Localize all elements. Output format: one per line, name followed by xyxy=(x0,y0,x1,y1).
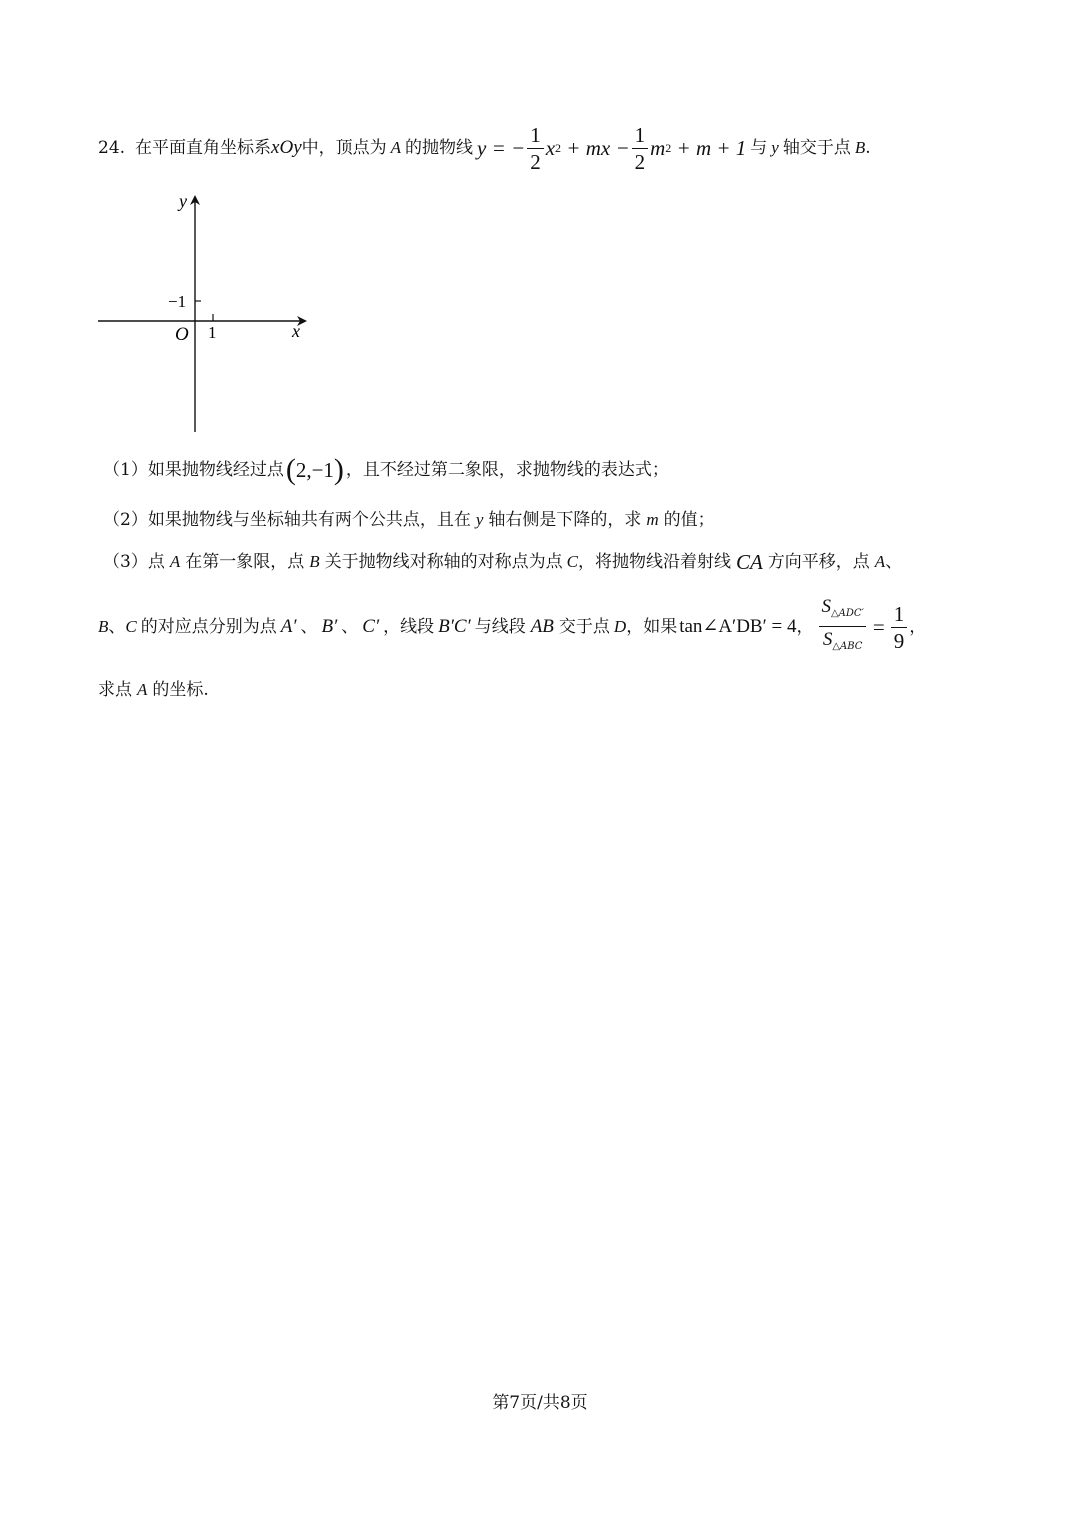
part-2-text: 的值； xyxy=(663,510,715,530)
segment-label: AB xyxy=(530,616,554,637)
part-2-label: （2） xyxy=(103,510,148,530)
equation-term: + mx − xyxy=(561,136,630,160)
equation-term: + m + 1 xyxy=(671,136,747,160)
axis-label: y xyxy=(771,138,779,157)
part-1 xyxy=(103,454,669,486)
area-ratio-denominator xyxy=(819,627,865,660)
point-label: C xyxy=(566,552,578,571)
part-3-label: （3） xyxy=(103,552,148,572)
coordinate-graph xyxy=(90,185,320,440)
part-3-text: 的坐标. xyxy=(152,680,209,700)
part-3-text: 、 xyxy=(885,552,903,572)
part-1-label: （1） xyxy=(103,460,148,480)
part-3-text: ， xyxy=(909,617,927,637)
point-label: B xyxy=(309,552,320,571)
part-3-text: ，将抛物线沿着射线 xyxy=(577,552,731,572)
equation-term: m xyxy=(650,136,666,160)
ratio-numerator: 1 xyxy=(891,601,908,628)
problem-text: 在平面直角坐标系 xyxy=(135,138,272,158)
origin-label: O xyxy=(175,324,189,345)
ratio-value xyxy=(891,601,908,654)
area-subscript: △ABC xyxy=(832,640,863,652)
part-3-text: 方向平移，点 xyxy=(767,552,870,572)
part-3-text: ，如果 xyxy=(626,617,678,637)
exponent: 2 xyxy=(555,141,562,155)
y-axis-label: y xyxy=(179,191,187,211)
part-3-text: 点 xyxy=(147,552,165,572)
fraction-numerator: 1 xyxy=(632,122,649,149)
part-3-line-3 xyxy=(98,677,209,703)
problem-text: 与 xyxy=(750,138,768,158)
ratio-denominator: 9 xyxy=(893,628,905,653)
area-symbol: S xyxy=(821,595,831,617)
x-axis-label: x xyxy=(292,321,300,341)
point-label: A′ xyxy=(280,616,297,637)
part-2-text: 轴右侧是下降的，求 xyxy=(488,510,642,530)
tan-expression: tan∠A′DB′ = 4 xyxy=(679,616,797,637)
point-label: C xyxy=(125,617,137,636)
problem-text: 的抛物线 xyxy=(405,138,474,158)
area-ratio-numerator xyxy=(819,595,865,627)
problem-text: 中，顶点为 xyxy=(301,138,387,158)
segment-label: B′C′ xyxy=(438,616,471,637)
point-coordinates: 2,−1 xyxy=(295,458,334,482)
fraction-numerator: 1 xyxy=(527,122,544,149)
point-label: B xyxy=(98,617,109,636)
part-3-text: 、 xyxy=(300,617,318,637)
variable-m: m xyxy=(646,510,659,529)
part-3-text: 在第一象限，点 xyxy=(185,552,305,572)
paren-close: ) xyxy=(333,453,344,486)
part-3-line-1 xyxy=(103,548,902,576)
problem-number: 24. xyxy=(98,138,126,158)
ray-label: CA xyxy=(735,550,763,574)
point-label: A xyxy=(874,552,886,571)
part-3-text: ， xyxy=(796,617,814,637)
tick-y-label: −1 xyxy=(168,292,187,311)
part-3-line-2 xyxy=(98,596,926,658)
fraction-half xyxy=(527,122,544,175)
tick-x-label: 1 xyxy=(208,323,217,342)
part-3-text: 的对应点分别为点 xyxy=(140,617,277,637)
point-label: A xyxy=(137,680,148,699)
part-3-text: 求点 xyxy=(98,680,132,700)
equation-term: x xyxy=(545,136,556,160)
problem-text: 轴交于点 xyxy=(782,138,851,158)
point-label: B′ xyxy=(321,616,338,637)
point-label: A xyxy=(169,552,181,571)
coord-system-label: xOy xyxy=(271,137,302,158)
exponent: 2 xyxy=(665,141,672,155)
area-subscript: △ADC′ xyxy=(830,607,864,619)
part-1-text: 如果抛物线经过点 xyxy=(147,460,284,480)
problem-text: . xyxy=(865,138,871,158)
part-3-text: 、 xyxy=(341,617,359,637)
area-symbol: S xyxy=(822,628,833,650)
parabola-equation xyxy=(477,122,746,175)
point-label: D xyxy=(613,617,627,636)
page-footer: 第7页/共8页 xyxy=(492,1393,588,1413)
equation-lhs: y = − xyxy=(477,136,526,160)
problem-statement xyxy=(98,120,871,176)
part-3-text: 与线段 xyxy=(474,617,526,637)
fraction-denominator: 2 xyxy=(634,149,646,174)
equals-sign: = xyxy=(872,615,885,639)
point-label: C′ xyxy=(362,616,380,637)
paren-open: ( xyxy=(285,453,296,486)
vertex-label: A xyxy=(390,138,402,157)
fraction-half xyxy=(632,122,649,175)
part-2-text: 如果抛物线与坐标轴共有两个公共点，且在 xyxy=(147,510,471,530)
fraction-denominator: 2 xyxy=(530,149,541,174)
part-3-text: 交于点 xyxy=(558,617,610,637)
part-1-text: ，且不经过第二象限，求抛物线的表达式； xyxy=(345,460,669,480)
part-2 xyxy=(103,507,715,533)
part-3-text: 关于抛物线对称轴的对称点为点 xyxy=(324,552,563,572)
point-label: B xyxy=(854,138,866,157)
variable-y: y xyxy=(475,510,484,529)
part-3-text: ，线段 xyxy=(383,617,435,637)
part-3-text: 、 xyxy=(108,617,126,637)
area-ratio xyxy=(819,595,865,660)
